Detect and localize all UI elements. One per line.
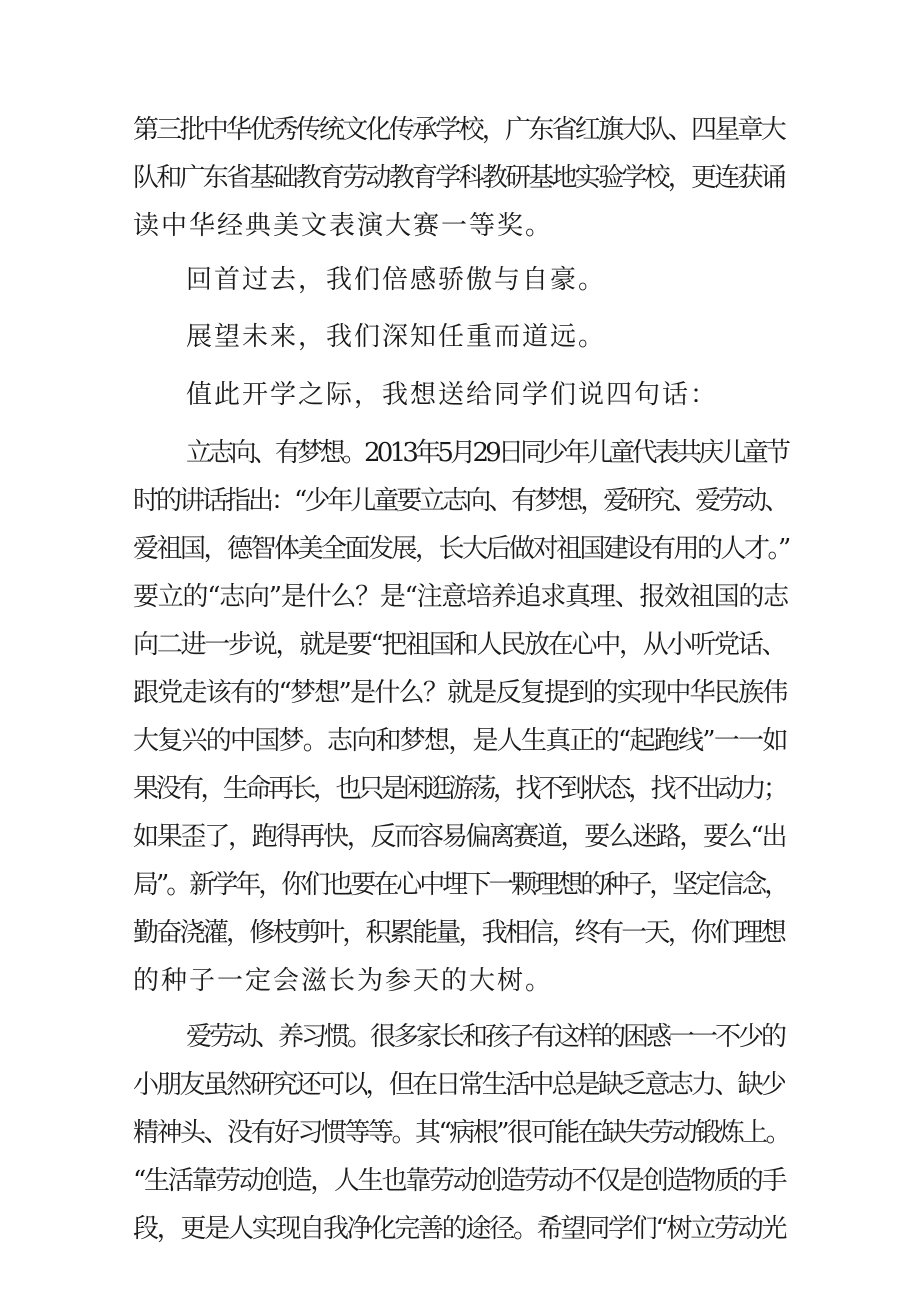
text-line: 段，更是人实现自我净化完善的途径。希望同学们“树立劳动光 [133, 1214, 786, 1244]
text-line: 果没有，生命再长，也只是闲逛游荡，找不到状态，找不出动力； [133, 774, 786, 804]
text-line: 要立的“志向”是什么？是“注意培养追求真理、报效祖国的志 [133, 582, 788, 612]
text-line: 读中华经典美文表演大赛一等奖。 [133, 211, 554, 241]
text-line: 小朋友虽然研究还可以，但在日常生活中总是缺乏意志力、缺少 [133, 1070, 785, 1100]
text-line: “生活靠劳动创造，人生也靠劳动创造劳动不仅是创造物质的手 [133, 1166, 786, 1196]
text-line: 第三批中华优秀传统文化传承学校，广东省红旗大队、四星章大 [133, 115, 785, 145]
text-line: 队和广东省基础教育劳动教育学科教研基地实验学校，更连获诵 [133, 163, 785, 193]
text-line: 跟党走该有的“梦想”是什么？就是反复提到的实现中华民族伟 [133, 678, 787, 708]
text-line: 勤奋浇灌，修枝剪叶，积累能量，我相信，终有一天，你们理想 [133, 918, 785, 948]
text-line: 立志向、有梦想。2013年5月29日同少年儿童代表共庆儿童节 [186, 438, 788, 468]
text-line: 值此开学之际，我想送给同学们说四句话： [186, 380, 719, 410]
text-line: 的种子一定会滋长为参天的大树。 [133, 966, 554, 996]
text-line: 大复兴的中国梦。志向和梦想，是人生真正的“起跑线”一一如 [133, 726, 787, 756]
text-line: 爱劳动、养习惯。很多家长和孩子有这样的困惑一一不少的 [186, 1022, 785, 1052]
text-line: 精神头、没有好习惯等等。其“病根”很可能在缺失劳动锻炼上。 [133, 1118, 790, 1148]
text-line: 局”。新学年，你们也要在心中埋下一颗理想的种子，坚定信念， [133, 870, 788, 900]
text-line: 时的讲话指出：“少年儿童要立志向、有梦想，爱研究、爱劳动、 [133, 486, 788, 516]
text-line: 向二进一步说，就是要“把祖国和人民放在心中，从小听党话、 [133, 630, 786, 660]
text-line: 如果歪了，跑得再快，反而容易偏离赛道，要么迷路，要么“出 [133, 822, 786, 852]
text-line: 爱祖国，德智体美全面发展，长大后做对祖国建设有用的人才。” [133, 534, 789, 564]
text-line: 展望未来，我们深知任重而道远。 [186, 322, 607, 352]
text-line: 回首过去，我们倍感骄傲与自豪。 [186, 265, 607, 295]
